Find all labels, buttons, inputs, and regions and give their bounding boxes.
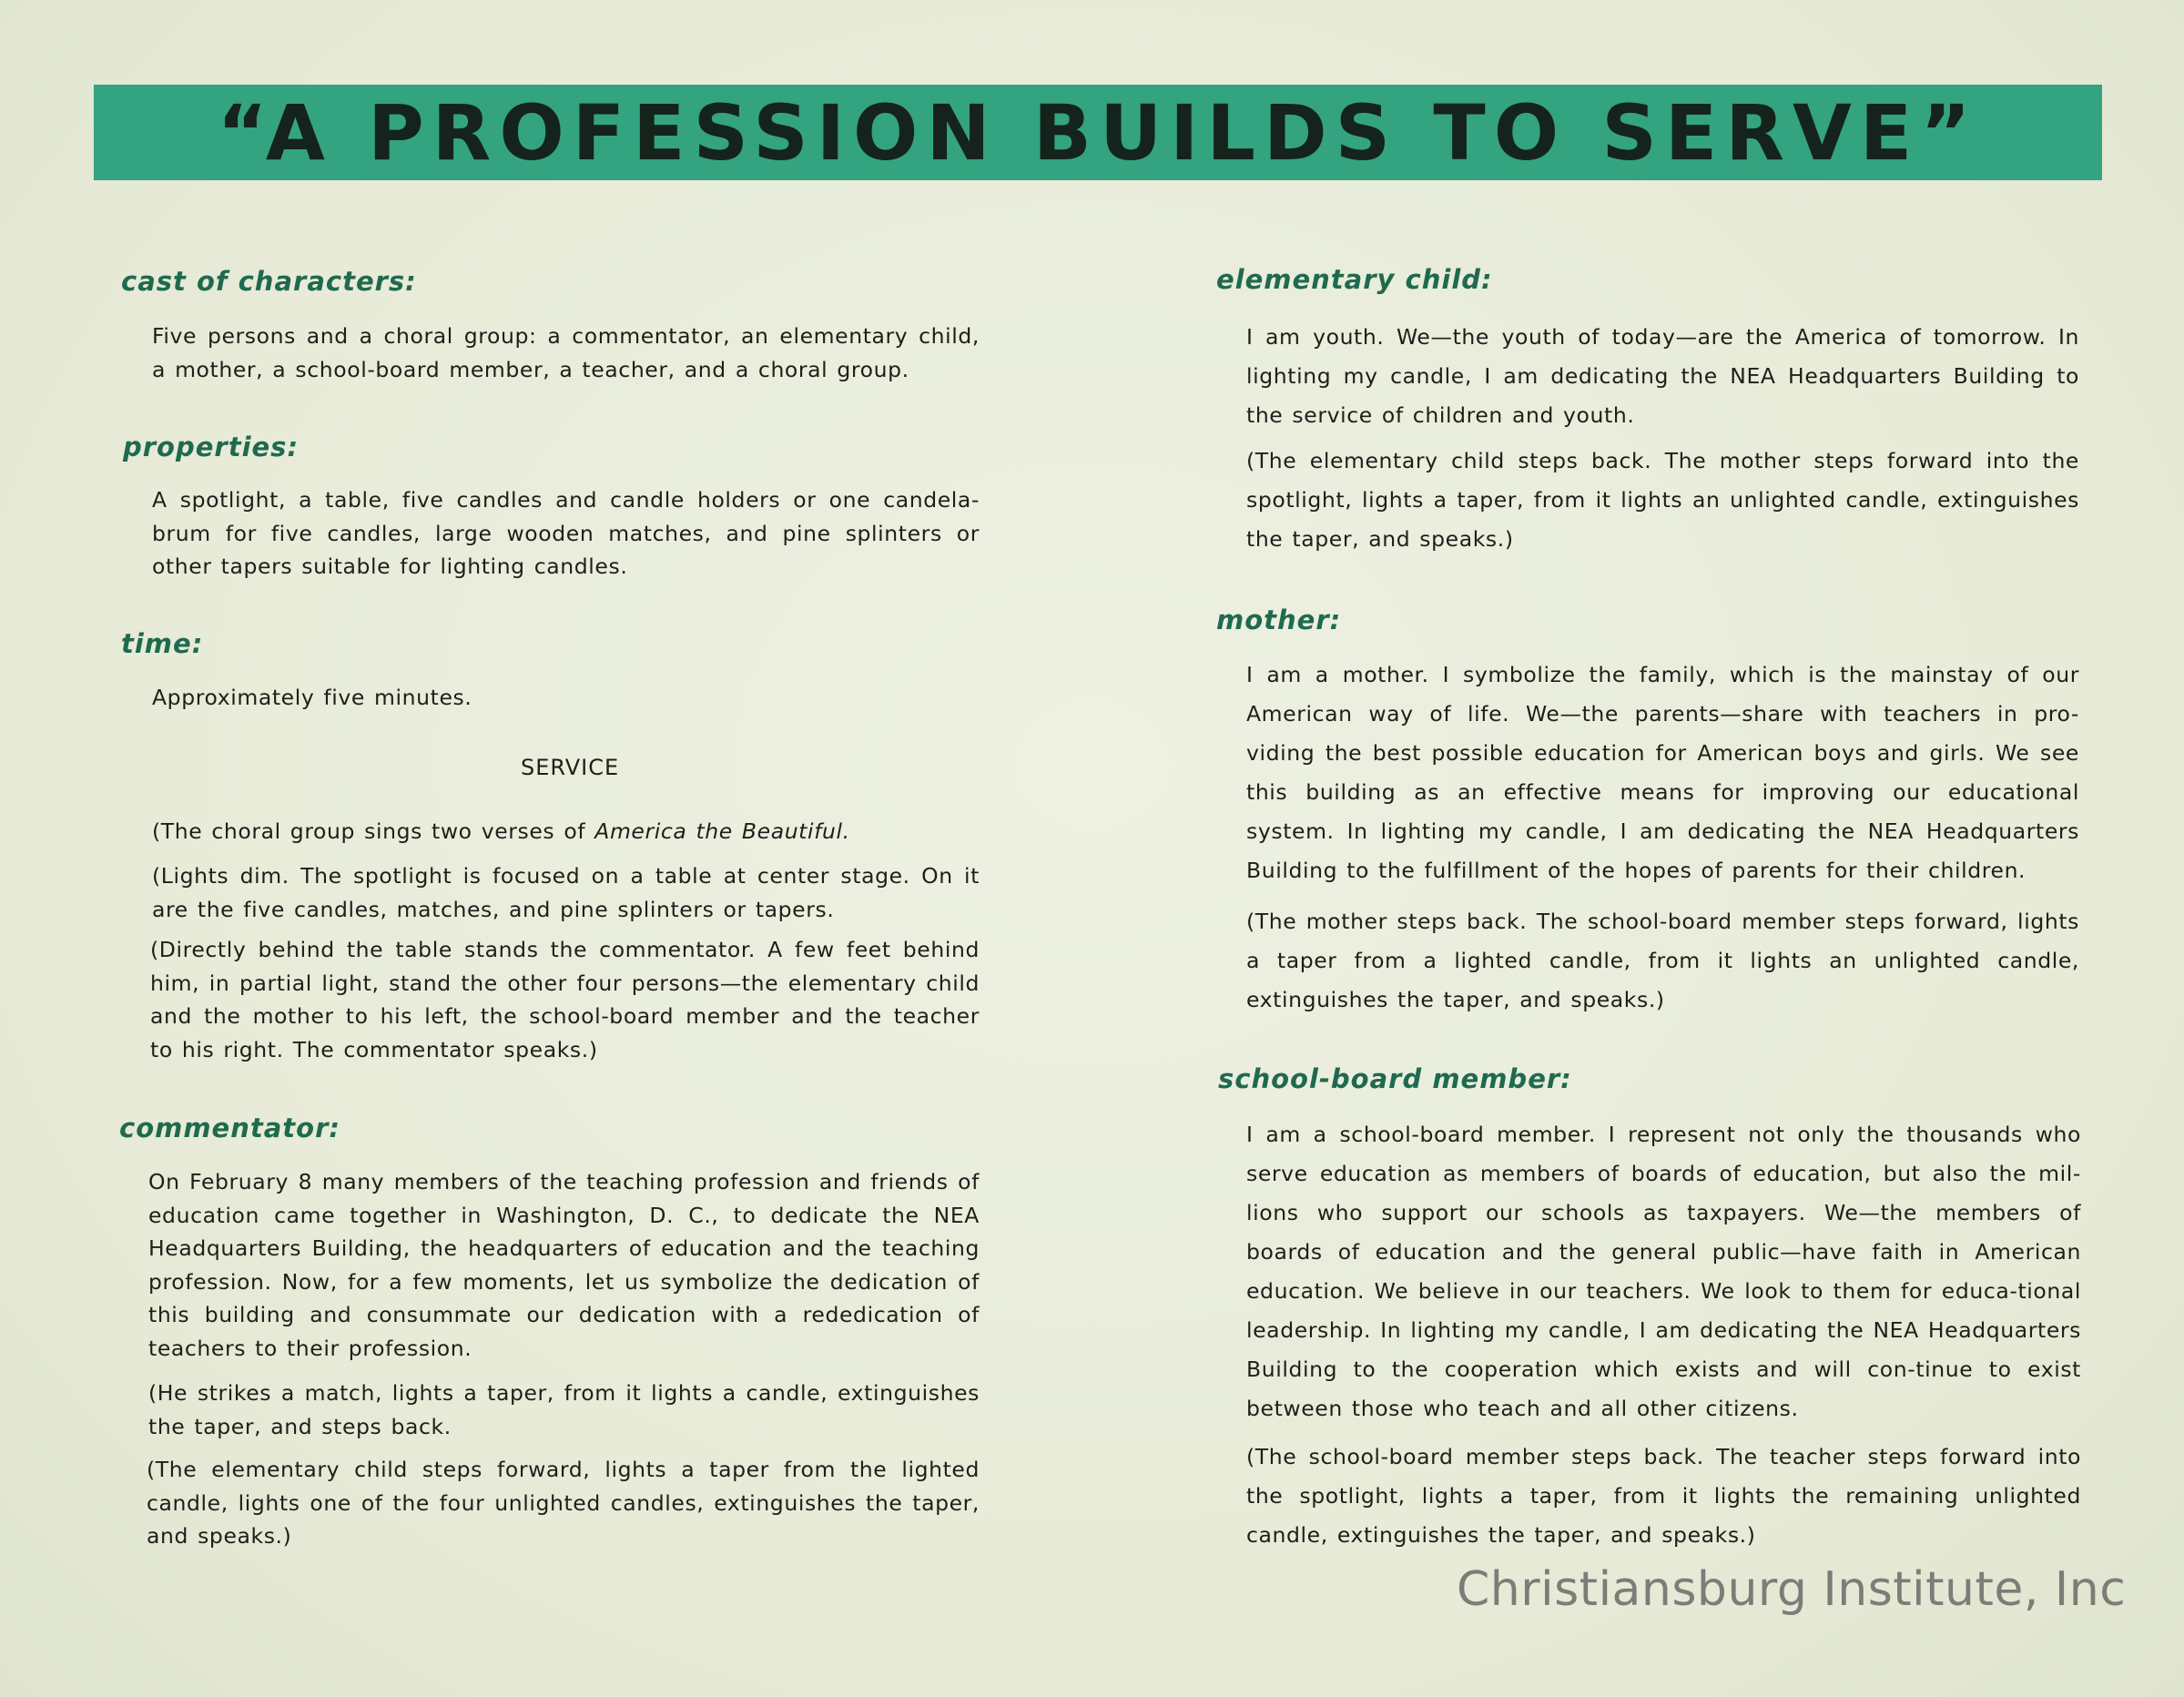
time-text: Approximately five minutes. <box>152 685 472 710</box>
properties-heading: properties: <box>123 432 300 462</box>
watermark: Christiansburg Institute, Inc <box>1457 1562 2127 1617</box>
school-board-paragraph-2: (The school-board member steps back. The teacher steps forward into the spotlight, lights a taper, from it lights the remaining unlighted candle, extinguishes the taper, and speaks.) <box>1246 1444 2081 1548</box>
commentator-heading: commentator: <box>119 1113 340 1143</box>
child-paragraph-1: I am youth. We—the youth of today—are the America of tomorrow. In lighting my candle, I am dedicating the NEA Headquarters Building to the service of children and youth. <box>1246 324 2079 428</box>
school-board-heading: school-board member: <box>1218 1063 1572 1094</box>
service-p1-prefix: (The choral group sings two verses of <box>152 818 595 844</box>
commentator-paragraph-2: (He strikes a match, lights a taper, from it lights a candle, extinguishes the taper, and steps back. <box>148 1380 980 1439</box>
mother-paragraph-1: I am a mother. I symbolize the family, which is the mainstay of our American way of life. We—the parents—share with teachers in pro-viding the best possible education for American boys and girls. We see this building as an effective means for improving our educational system. In lighting my candle, I am dedicating the NEA Headquarters Building to the fulfillment of the hopes of parents for their children. <box>1246 662 2079 883</box>
service-paragraph-2: (Lights dim. The spotlight is focused on a table at center stage. On it are the five candles, matches, and pine splinters or tapers. <box>152 863 980 922</box>
song-title: America the Beautiful. <box>594 818 850 844</box>
service-paragraph-1 <box>152 815 980 848</box>
cast-text: Five persons and a choral group: a commentator, an elementary child, a mother, a school-board member, a teacher, and a choral group. <box>152 323 980 382</box>
title-banner <box>94 85 2102 180</box>
service-label: SERVICE <box>521 755 620 780</box>
properties-text: A spotlight, a table, five candles and candle holders or one candela-brum for five candles, large wooden matches, and pine splinters or other tapers suitable for lighting candles. <box>152 487 980 579</box>
school-board-paragraph-1: I am a school-board member. I represent not only the thousands who serve education as members of boards of education, but also the mil-lions who support our schools as taxpayers. We—the members of boards of education and the general public—have faith in American education. We believe in our teachers. We look to them for educa-tional leadership. In lighting my candle, I am dedicating the NEA Headquarters Building to the cooperation which exists and will con-tinue to exist between those who teach and all other citizens. <box>1246 1122 2081 1421</box>
cast-heading: cast of characters: <box>121 266 417 297</box>
service-paragraph-3: (Directly behind the table stands the commentator. A few feet behind him, in partial light, stand the other four persons—the elementary child and the mother to his left, the school-board member and the teacher to his right. The commentator speaks.) <box>150 937 980 1062</box>
child-paragraph-2: (The elementary child steps back. The mother steps forward into the spotlight, lights a taper, from it lights an unlighted candle, extinguishes the taper, and speaks.) <box>1246 448 2079 552</box>
commentator-paragraph-1: On February 8 many members of the teaching profession and friends of education came together in Washington, D. C., to dedicate the NEA Headquarters Building, the headquarters of education and the teaching profession. Now, for a few moments, let us symbolize the dedication of this building and consummate our dedication with a rededication of teachers to their profession. <box>148 1169 980 1361</box>
mother-paragraph-2: (The mother steps back. The school-board member steps forward, lights a taper from a lighted candle, from it lights an unlighted candle, extinguishes the taper, and speaks.) <box>1246 909 2079 1012</box>
elementary-child-heading: elementary child: <box>1216 264 1493 295</box>
commentator-paragraph-3: (The elementary child steps forward, lights a taper from the lighted candle, lights one of the four unlighted candles, extinguishes the taper, and speaks.) <box>147 1457 980 1549</box>
page-title: “A PROFESSION BUILDS TO SERVE” <box>217 87 1979 178</box>
mother-heading: mother: <box>1216 605 1342 635</box>
time-heading: time: <box>121 628 204 659</box>
